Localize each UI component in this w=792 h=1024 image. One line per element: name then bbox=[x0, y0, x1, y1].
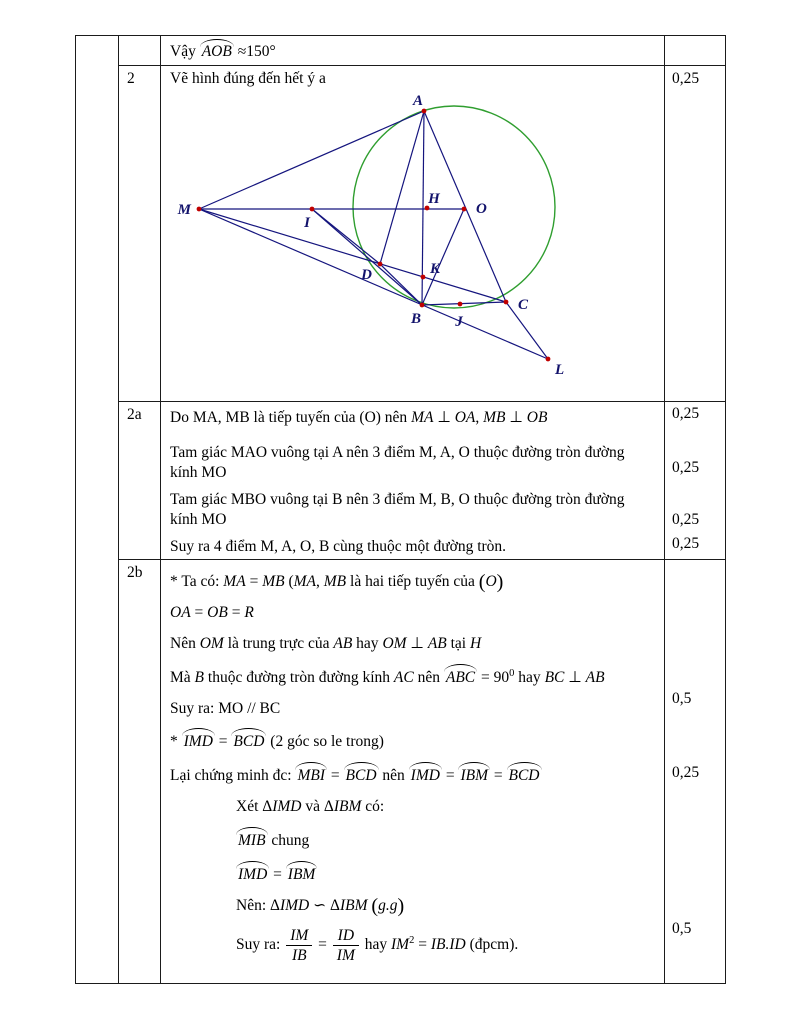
text-segment: Nên bbox=[170, 634, 200, 652]
text-segment: = bbox=[269, 865, 286, 883]
text-segment: Lại chứng minh đc: bbox=[170, 767, 296, 785]
solution-line bbox=[170, 572, 655, 592]
solution-line bbox=[170, 665, 655, 688]
solution-line bbox=[170, 634, 655, 654]
text-segment: là hai tiếp tuyến của bbox=[346, 573, 479, 590]
text-segment: = bbox=[190, 604, 208, 622]
score: 0,25 bbox=[672, 70, 700, 87]
text-segment: chung bbox=[267, 831, 310, 849]
text-segment: MB bbox=[262, 573, 285, 590]
text-segment: OM bbox=[382, 634, 407, 652]
point-dot-L bbox=[546, 357, 551, 362]
text-segment: = 90 bbox=[477, 668, 510, 686]
point-label-C: C bbox=[518, 297, 529, 313]
point-dot-I bbox=[310, 207, 315, 212]
text-segment: 0 bbox=[509, 667, 515, 679]
point-dot-C bbox=[504, 300, 509, 305]
solution-line bbox=[170, 927, 655, 964]
question-id-cell bbox=[119, 36, 161, 65]
point-label-M: M bbox=[177, 202, 191, 218]
text-segment: (đpcm). bbox=[465, 935, 519, 953]
text-segment: OA bbox=[454, 409, 476, 426]
text-segment: IB.ID bbox=[430, 935, 466, 953]
solution-line bbox=[170, 537, 655, 556]
text-segment: O bbox=[485, 573, 497, 590]
text-segment: OA bbox=[170, 604, 191, 622]
text-segment: IBM bbox=[458, 763, 490, 786]
point-dot-M bbox=[197, 207, 202, 212]
text-segment: ⊥ bbox=[406, 634, 428, 652]
point-label-J: J bbox=[455, 314, 463, 330]
content-cell bbox=[161, 402, 665, 559]
text-segment: AOB bbox=[200, 40, 234, 61]
score-cell bbox=[665, 560, 725, 983]
text-segment: BCD bbox=[231, 729, 266, 752]
instruction-line: Vẽ hình đúng đến hết ý a bbox=[170, 70, 326, 87]
line-MC bbox=[199, 209, 506, 302]
text-segment: , bbox=[475, 409, 484, 426]
line-BO bbox=[422, 209, 464, 305]
text-segment: ) bbox=[397, 894, 405, 917]
text-segment: tại bbox=[446, 634, 470, 652]
score-cell bbox=[665, 402, 725, 559]
text-segment: OB bbox=[207, 604, 228, 622]
text-segment: Suy ra: MO // BC bbox=[170, 699, 281, 717]
solution-line bbox=[170, 408, 655, 427]
text-segment: MB bbox=[323, 573, 347, 590]
text-segment: * bbox=[170, 733, 182, 751]
text-segment: ⊥ bbox=[564, 668, 586, 686]
score: 0,25 bbox=[672, 764, 700, 781]
text-segment: MA bbox=[293, 573, 317, 590]
text-segment: B bbox=[194, 668, 205, 686]
text-segment: MB bbox=[483, 409, 506, 426]
text-segment: ∽ Δ bbox=[309, 896, 340, 914]
solution-line bbox=[170, 896, 655, 916]
text-segment: OB bbox=[526, 409, 548, 426]
point-dot-A bbox=[422, 109, 427, 114]
solution-line bbox=[170, 603, 655, 623]
text-segment: , bbox=[316, 573, 324, 590]
question-id: 2a bbox=[119, 402, 161, 559]
text-segment: ⊥ bbox=[433, 409, 455, 426]
point-label-I: I bbox=[304, 215, 310, 231]
point-label-D: D bbox=[361, 267, 372, 283]
text-segment: hay bbox=[360, 935, 392, 953]
point-label-L: L bbox=[555, 362, 565, 378]
row-2b bbox=[119, 560, 725, 983]
score: 0,25 bbox=[672, 459, 700, 476]
text-segment: ( bbox=[371, 894, 379, 917]
text-segment: R bbox=[244, 604, 254, 622]
text-segment: Vậy bbox=[170, 43, 200, 60]
fraction: $\frac{IM}{IB}$ bbox=[286, 927, 312, 964]
text-segment: MA bbox=[411, 409, 434, 426]
text-segment: có: bbox=[361, 798, 385, 816]
text-segment: = bbox=[441, 767, 459, 785]
text-segment: = bbox=[414, 935, 431, 953]
text-segment: IMD bbox=[279, 896, 310, 914]
question-id: 2 bbox=[119, 66, 161, 401]
circle-O bbox=[353, 106, 555, 308]
text-segment: Nên: Δ bbox=[236, 896, 280, 914]
text-segment: là trung trực của bbox=[223, 634, 334, 652]
geometry-figure bbox=[171, 88, 657, 388]
content-cell bbox=[161, 560, 665, 983]
text-segment: AB bbox=[333, 634, 353, 652]
point-dot-B bbox=[420, 303, 425, 308]
point-dot-O bbox=[462, 207, 467, 212]
text-segment: IBM bbox=[339, 896, 368, 914]
text-segment: IMD bbox=[272, 798, 302, 816]
text-segment: MIB bbox=[236, 828, 268, 851]
text-segment: IMD bbox=[236, 862, 269, 885]
text-segment: MBI bbox=[295, 763, 327, 786]
solution-line bbox=[170, 729, 655, 752]
text-segment: hay bbox=[352, 634, 383, 652]
text-segment: OM bbox=[199, 634, 224, 652]
score: 0,5 bbox=[672, 920, 692, 937]
text-segment: IMD bbox=[182, 729, 215, 752]
text-segment: IBM bbox=[333, 798, 362, 816]
text-segment: Suy ra 4 điểm M, A, O, B cùng thuộc một đường tròn. bbox=[170, 537, 507, 555]
text-segment: nên bbox=[378, 767, 409, 785]
line-IB bbox=[312, 209, 422, 305]
line-AD bbox=[380, 111, 424, 264]
text-segment: ⊥ bbox=[505, 409, 527, 426]
left-spacer-column bbox=[76, 36, 119, 983]
text-segment: hay bbox=[514, 668, 545, 686]
text-segment: IBM bbox=[286, 862, 318, 885]
row-2a bbox=[119, 402, 725, 560]
point-dot-K bbox=[421, 275, 426, 280]
text-segment: IM bbox=[391, 935, 410, 953]
text-segment: ( bbox=[478, 571, 486, 593]
solution-line bbox=[170, 862, 655, 885]
text-segment: H bbox=[470, 634, 482, 652]
text-segment: BCD bbox=[507, 763, 542, 786]
text-segment: MA bbox=[223, 573, 246, 590]
text-segment: Mà bbox=[170, 668, 195, 686]
point-label-K: K bbox=[430, 261, 441, 277]
text-segment: = bbox=[227, 604, 245, 622]
point-label-B: B bbox=[410, 311, 422, 327]
text-segment: = bbox=[245, 573, 263, 590]
text-segment: Xét Δ bbox=[236, 798, 273, 816]
text-segment: ) bbox=[496, 571, 504, 593]
line-ML bbox=[199, 209, 548, 359]
text-segment: BC bbox=[544, 668, 565, 686]
point-dot-D bbox=[378, 262, 383, 267]
text-segment: 2 bbox=[409, 934, 415, 946]
score-cell bbox=[665, 66, 725, 401]
text-segment: nên bbox=[413, 668, 444, 686]
content-cell bbox=[161, 66, 665, 401]
text-segment: Do MA, MB là tiếp tuyến của (O) nên bbox=[170, 409, 412, 426]
solution-line bbox=[170, 443, 655, 482]
text-segment: Tam giác MAO vuông tại A nên 3 điểm M, A, O thuộc đường tròn đường kính MO bbox=[170, 444, 625, 481]
row-conclusion bbox=[119, 36, 725, 66]
point-label-O: O bbox=[476, 201, 487, 217]
point-label-A: A bbox=[412, 93, 424, 109]
line-MA bbox=[199, 111, 424, 209]
line-ID bbox=[312, 209, 380, 264]
row-2 bbox=[119, 66, 725, 402]
text-segment: thuộc đường tròn đường kính bbox=[204, 668, 394, 686]
text-segment: ( bbox=[284, 573, 294, 590]
answer-table bbox=[75, 35, 726, 984]
score-cell bbox=[665, 36, 725, 65]
solution-line bbox=[170, 490, 655, 529]
solution-line bbox=[170, 828, 655, 851]
score: 0,25 bbox=[672, 511, 700, 528]
point-label-H: H bbox=[428, 191, 440, 207]
text-segment: và Δ bbox=[301, 798, 334, 816]
content-cell bbox=[161, 36, 665, 65]
text-segment: = bbox=[314, 935, 331, 953]
line-BC bbox=[422, 302, 506, 305]
text-segment: g.g bbox=[378, 896, 398, 914]
text-segment: = bbox=[490, 767, 507, 785]
solution-line bbox=[170, 797, 655, 817]
question-id: 2b bbox=[119, 560, 161, 983]
text-segment: AB bbox=[585, 668, 605, 686]
text-segment: AB bbox=[427, 634, 447, 652]
text-segment: ABC bbox=[444, 665, 477, 688]
fraction: $\frac{ID}{IM}$ bbox=[333, 927, 359, 964]
text-segment: = bbox=[327, 767, 344, 785]
text-segment: Tam giác MBO vuông tại B nên 3 điểm M, B, O thuộc đường tròn đường kính MO bbox=[170, 491, 625, 528]
text-segment: ≈150° bbox=[233, 43, 276, 60]
solution-line bbox=[170, 699, 655, 719]
text-segment: = bbox=[214, 733, 232, 751]
table-body bbox=[119, 36, 725, 983]
point-dot-J bbox=[458, 302, 463, 307]
solution-line bbox=[170, 763, 655, 786]
text-segment: (2 góc so le trong) bbox=[266, 733, 384, 751]
score: 0,5 bbox=[672, 690, 692, 707]
text-segment: IMD bbox=[409, 763, 442, 786]
figure-lines bbox=[199, 111, 548, 359]
text-segment: AC bbox=[393, 668, 414, 686]
text-segment: Suy ra: bbox=[236, 935, 285, 953]
figure-labels bbox=[177, 93, 565, 378]
text-segment: * Ta có: bbox=[170, 573, 224, 590]
score: 0,25 bbox=[672, 535, 700, 552]
text-segment: BCD bbox=[344, 763, 379, 786]
score: 0,25 bbox=[672, 405, 700, 422]
conclusion-line bbox=[170, 40, 655, 61]
